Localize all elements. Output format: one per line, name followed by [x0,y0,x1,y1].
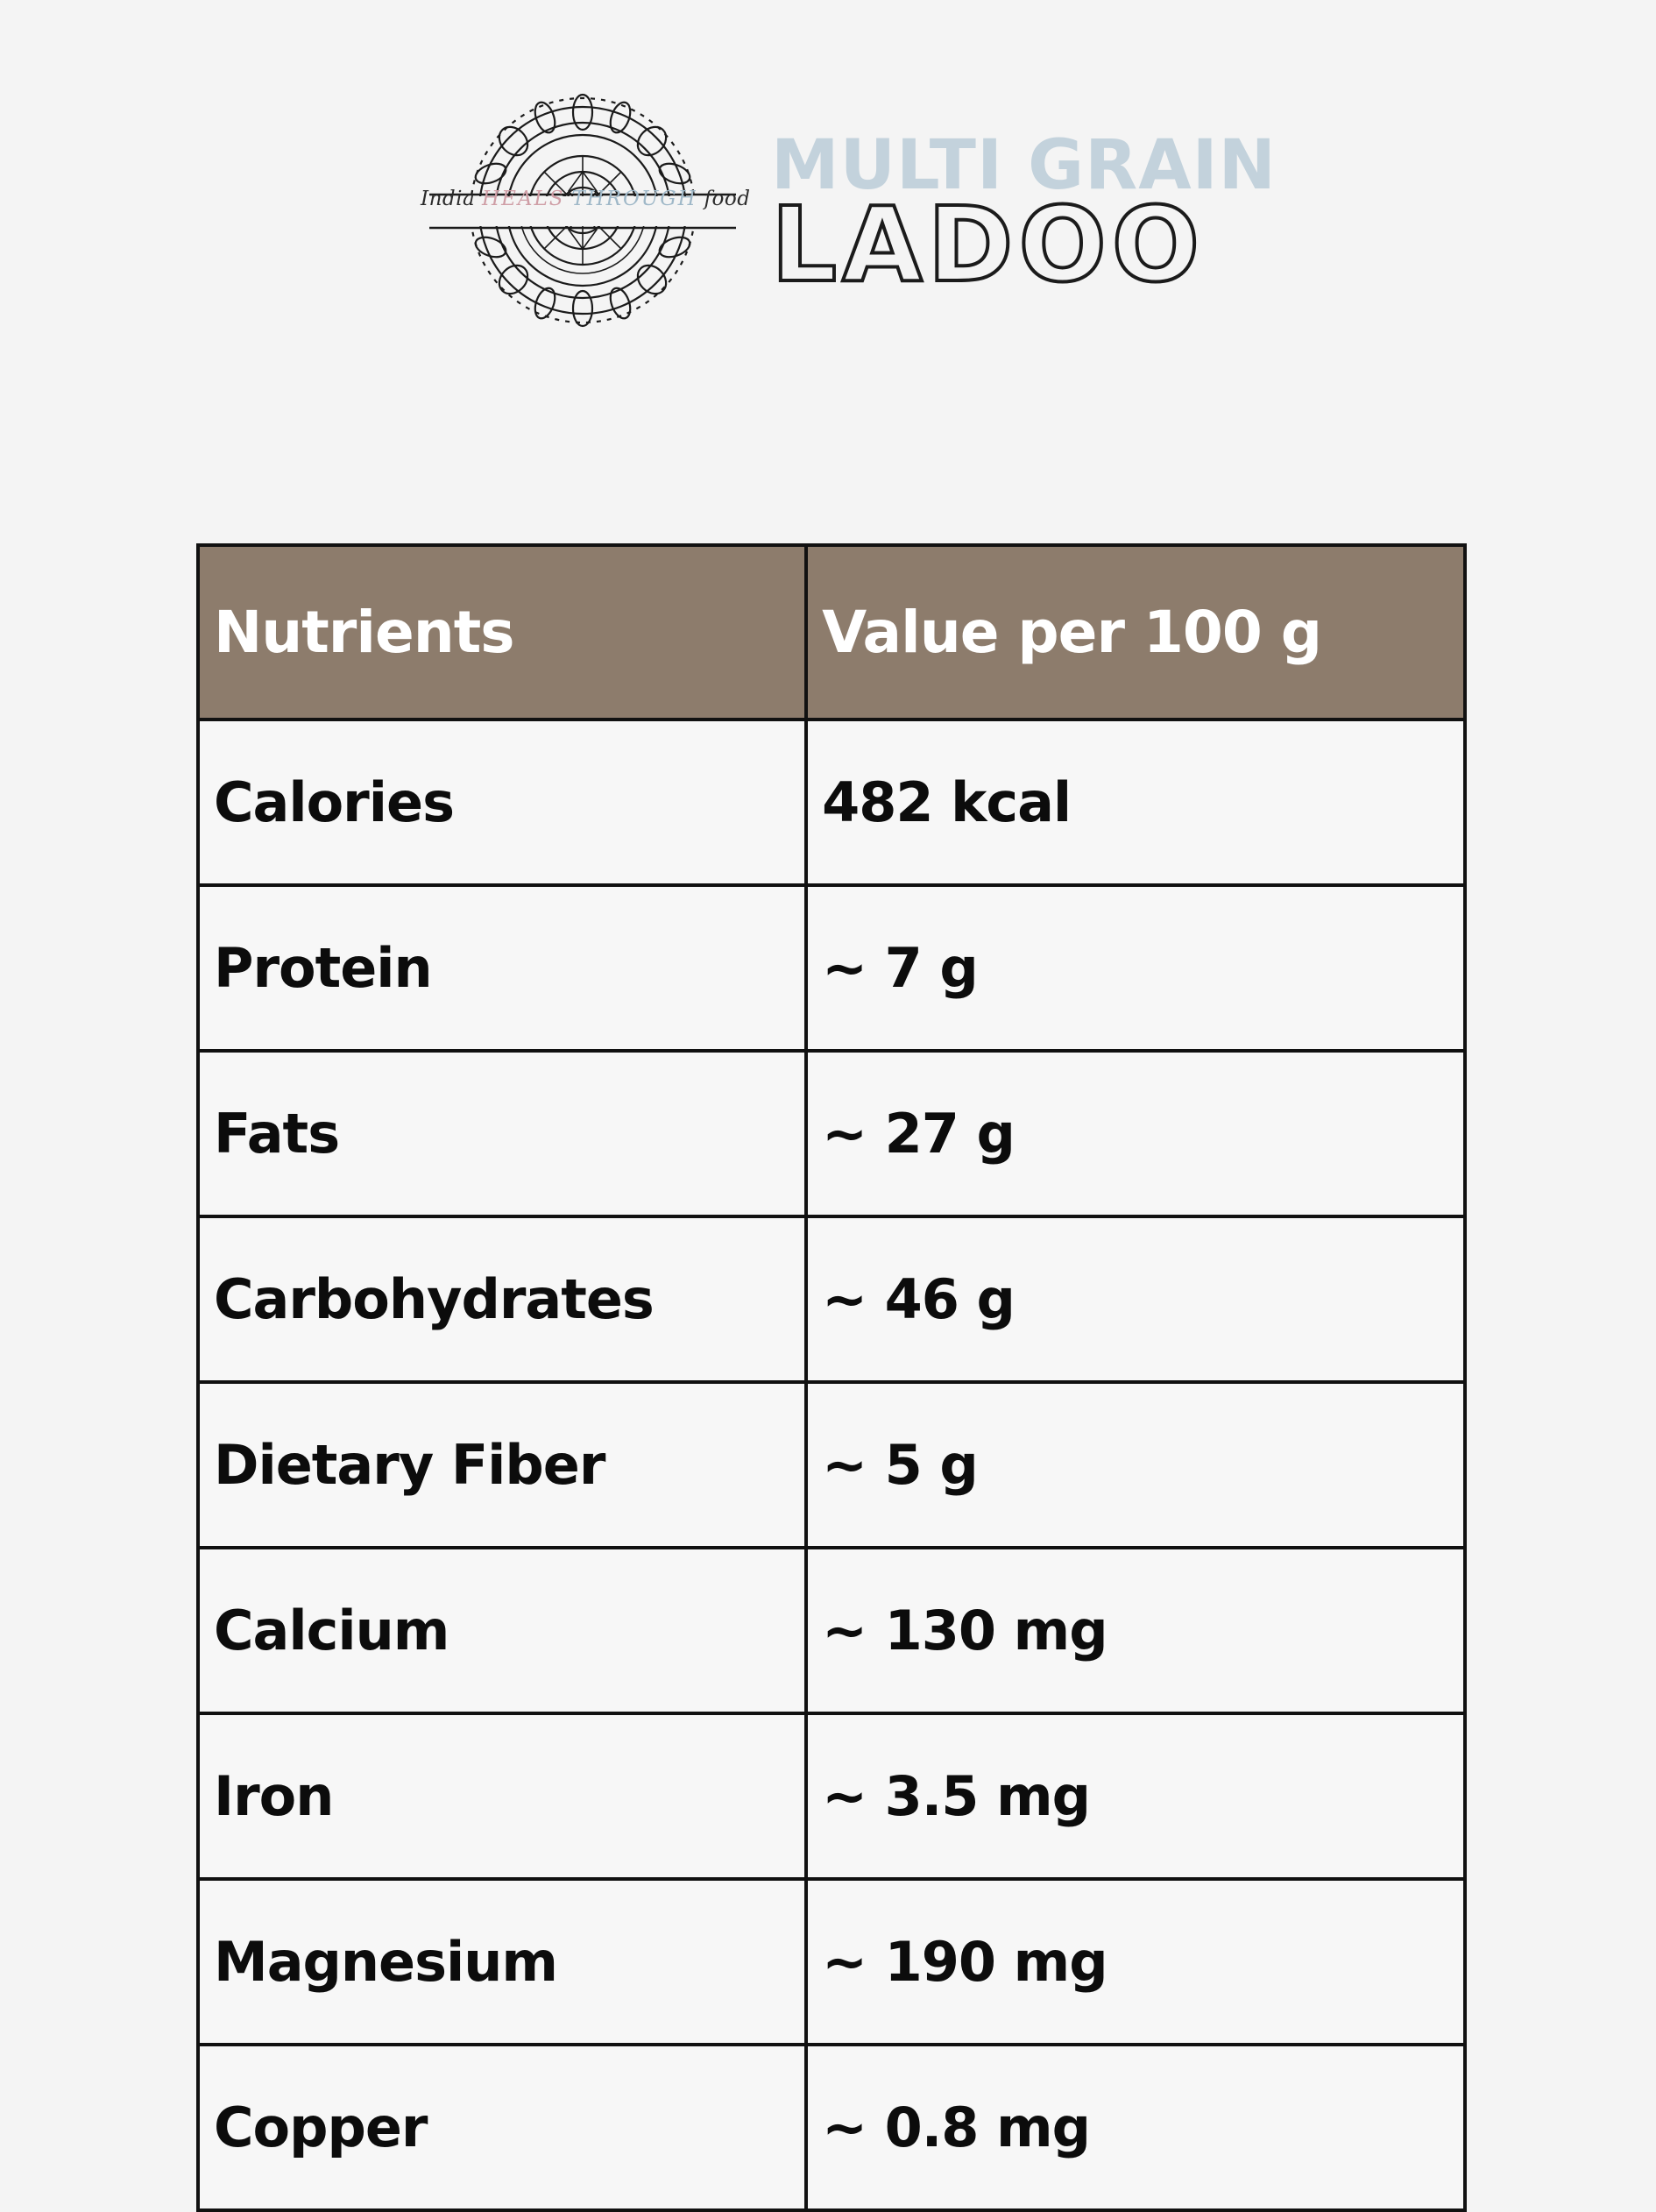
cell-value: 482 kcal [806,720,1465,885]
cell-nutrient: Fats [198,1051,806,1216]
cell-value: ~ 7 g [806,885,1465,1051]
cell-nutrient: Copper [198,2045,806,2210]
page-header [0,0,1656,315]
cell-nutrient: Dietary Fiber [198,1382,806,1548]
table-row [198,1548,1465,1713]
cell-value: ~ 0.8 mg [806,2045,1465,2210]
table-row [198,1216,1465,1382]
nutrition-table-container [196,543,1467,2212]
tagline-word-through: THROUGH [571,188,697,210]
table-row [198,2045,1465,2210]
cell-nutrient: Protein [198,885,806,1051]
table-row [198,720,1465,885]
brand-tagline [421,188,751,210]
table-row [198,1713,1465,1879]
cell-value: ~ 27 g [806,1051,1465,1216]
cell-value: ~ 3.5 mg [806,1713,1465,1879]
nutrition-table [196,543,1467,2212]
cell-nutrient: Calories [198,720,806,885]
table-row [198,885,1465,1051]
cell-value: ~ 46 g [806,1216,1465,1382]
mandala-icon [421,61,745,359]
cell-value: ~ 190 mg [806,1879,1465,2045]
column-header-value: Value per 100 g [806,545,1465,720]
page-title [771,125,1277,306]
title-line-ladoo: LADOO [771,184,1206,306]
cell-nutrient: Carbohydrates [198,1216,806,1382]
tagline-word-heals: HEALS [482,188,565,210]
cell-nutrient: Iron [198,1713,806,1879]
tagline-word-food: food [704,188,751,210]
title-line-multigrain: MULTI GRAIN [771,125,1277,205]
table-header-row [198,545,1465,720]
tagline-word-india: India [421,188,476,210]
column-header-nutrients: Nutrients [198,545,806,720]
cell-nutrient: Calcium [198,1548,806,1713]
cell-nutrient: Magnesium [198,1879,806,2045]
cell-value: ~ 5 g [806,1382,1465,1548]
cell-value: ~ 130 mg [806,1548,1465,1713]
brand-logo [421,61,751,359]
table-row [198,1051,1465,1216]
table-row [198,1879,1465,2045]
table-row [198,1382,1465,1548]
